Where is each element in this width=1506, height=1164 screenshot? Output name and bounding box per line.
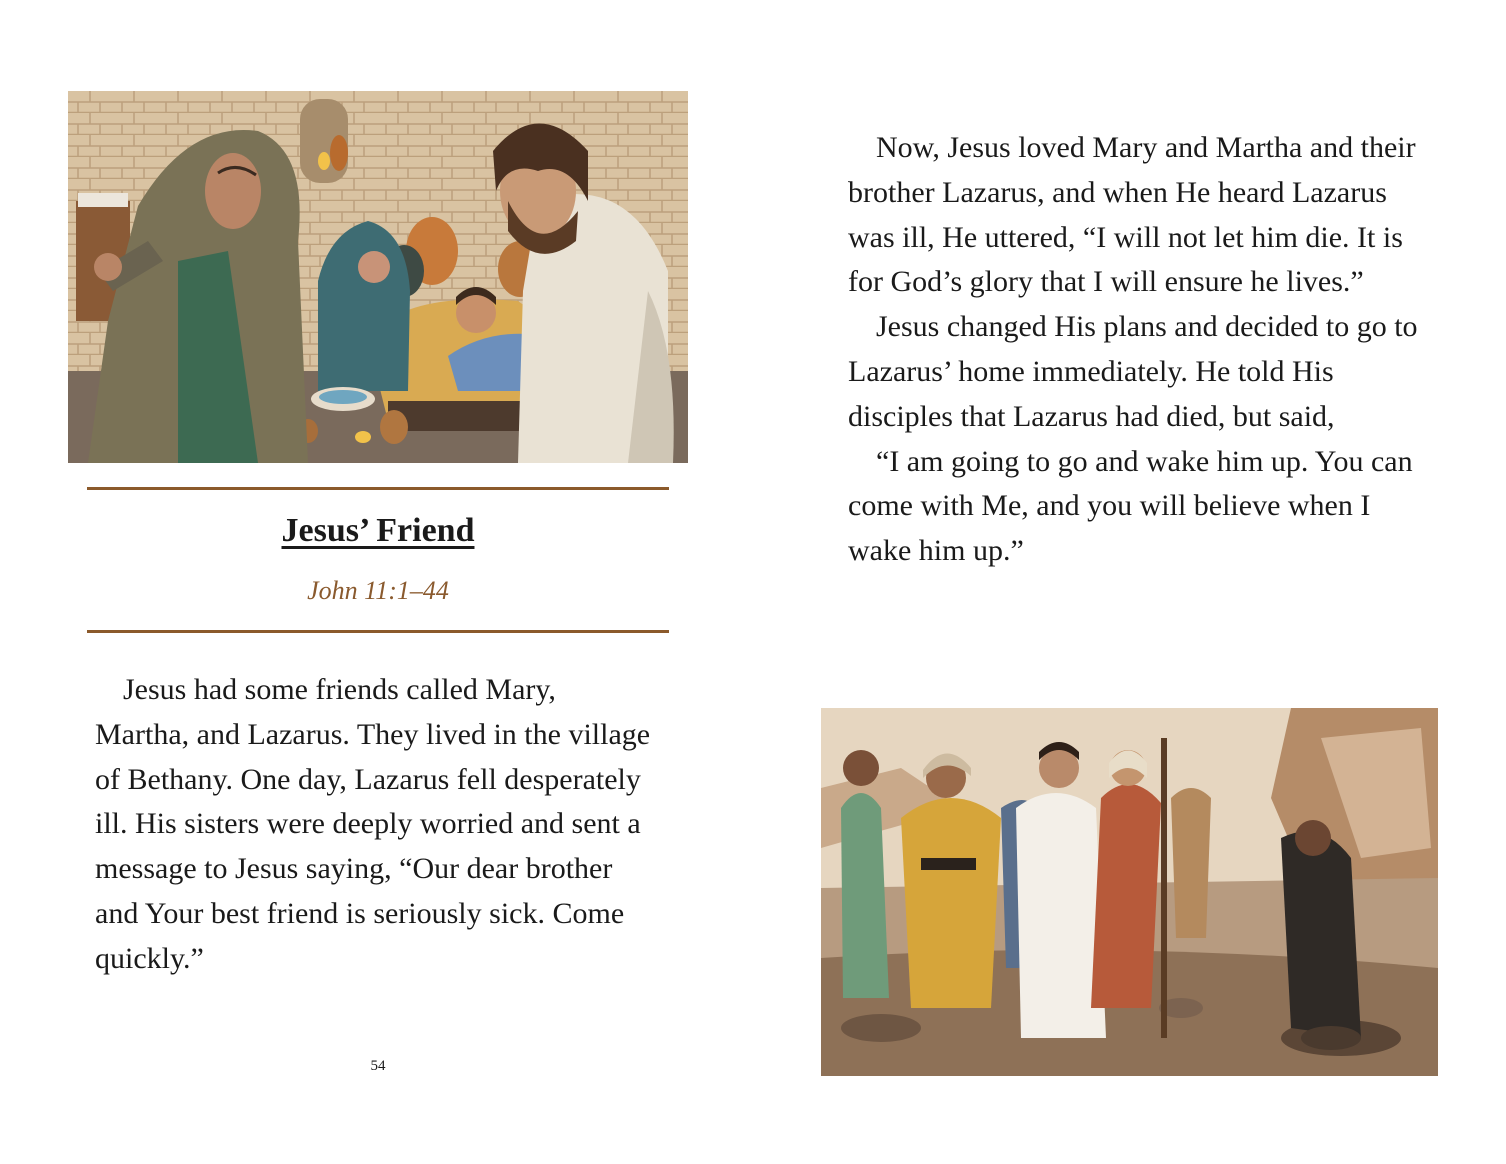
paragraph: Now, Jesus loved Mary and Martha and their brother Lazarus, and when He heard Lazarus was ill, He uttered, “I will not let him die. It is for God’s glory that I will ensure he lives.” — [848, 131, 1416, 299]
page-number: 54 — [370, 1058, 386, 1074]
paragraph: Jesus had some friends called Mary, Martha, and Lazarus. They lived in the village of Bethany. One day, Lazarus fell desperately ill. His sisters were deeply worried and sent a message to Jesus saying, “Our dear brother and Your best friend is seriously sick. Come quickly.” — [95, 673, 651, 975]
right-body-text — [848, 126, 1428, 574]
illustration-lazarus-sickbed — [68, 91, 688, 463]
chapter-title: Jesus’ Friend — [281, 512, 475, 549]
sickbed-scene-image — [68, 91, 688, 463]
right-page — [753, 0, 1506, 1164]
scripture-reference: John 11:1–44 — [307, 576, 449, 605]
divider-top — [87, 487, 669, 490]
left-body-text — [95, 668, 655, 982]
illustration-disciples-walking — [821, 708, 1438, 1076]
disciples-scene-image — [821, 708, 1438, 1076]
paragraph: Jesus changed His plans and decided to go to Lazarus’ home immediately. He told His disciples that Lazarus had died, but said, — [848, 310, 1418, 433]
divider-bottom — [87, 630, 669, 633]
paragraph: “I am going to go and wake him up. You can come with Me, and you will believe when I wake him up.” — [848, 444, 1413, 568]
